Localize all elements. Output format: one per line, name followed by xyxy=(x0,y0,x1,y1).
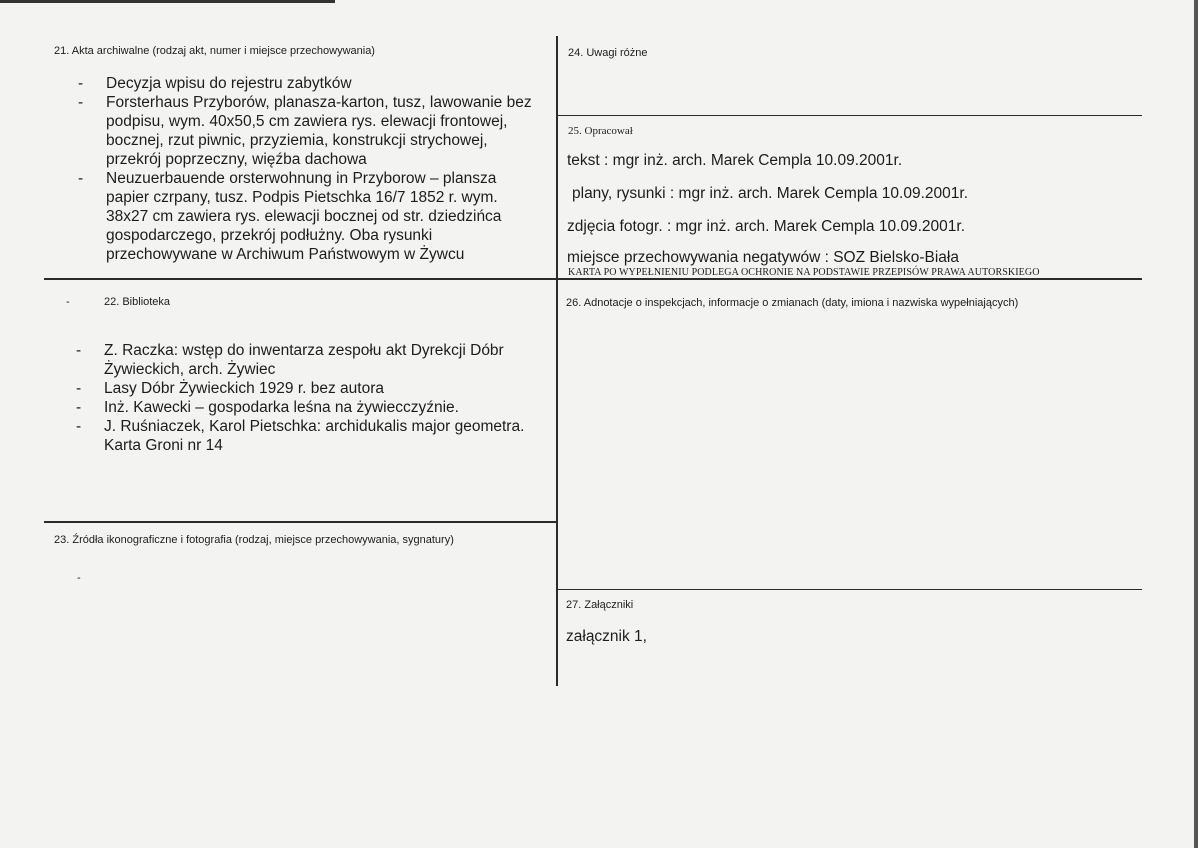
list-item: - Z. Raczka: wstęp do inwentarza zespołu akt Dyrekcji Dóbr Żywieckich, arch. Żywiec xyxy=(76,342,504,378)
section-26-label: 26. Adnotacje o inspekcjach, informacje o zmianach (daty, imiona i nazwiska wypełniających) xyxy=(566,297,1019,309)
section-23-label: 23. Źródła ikonograficzne i fotografia (rodzaj, miejsce przechowywania, sygnatury) xyxy=(54,534,454,546)
section-21-list xyxy=(78,74,536,264)
horizontal-divider-middle xyxy=(44,278,1142,280)
horizontal-divider-left-lower xyxy=(44,521,558,523)
section-21-label: 21. Akta archiwalne (rodzaj akt, numer i miejsce przechowywania) xyxy=(54,45,375,57)
list-item: - Forsterhaus Przyborów, planasza-karton, tusz, lawowanie bez podpisu, wym. 40x50,5 cm zawiera rys. elewacji frontowej, bocznej, rzut piwnic, przyziemia, konstrukcji strychowej, przekrój poprzeczny, więźba dachowa xyxy=(78,94,532,168)
list-item: - Neuzuerbauende orsterwohnung in Przyborow – plansza papier czrpany, tusz. Podpis Pietschka 16/7 1852 r. wym. 38x27 cm zawiera rys. elewacji bocznej od str. dziedzińca gospodarczego, przekrój podłużny. Oba rysunki przechowywane w Archiwum Państwowym w Żywcu xyxy=(78,170,502,263)
list-item: - J. Ruśniaczek, Karol Pietschka: archidukalis major geometra. Karta Groni nr 14 xyxy=(76,418,525,454)
author-photos: zdjęcia fotogr. : mgr inż. arch. Marek Cempla 10.09.2001r. xyxy=(567,218,966,235)
section-23-dash: - xyxy=(77,572,81,584)
author-drawings: plany, rysunki : mgr inż. arch. Marek Cempla 10.09.2001r. xyxy=(572,185,968,202)
section-24-label: 24. Uwagi różne xyxy=(568,47,648,59)
right-edge-shadow xyxy=(1194,0,1198,848)
divider-26-27 xyxy=(558,589,1142,590)
list-item: - Lasy Dóbr Żywieckich 1929 r. bez autora xyxy=(76,380,384,397)
divider-24-25 xyxy=(558,115,1142,116)
section-22-dash: - xyxy=(66,296,70,308)
list-item: - Decyzja wpisu do rejestru zabytków xyxy=(78,75,352,92)
copyright-note: KARTA PO WYPEŁNIENIU PODLEGA OCHRONIE NA PODSTAWIE PRZEPISÓW PRAWA AUTORSKIEGO xyxy=(568,267,1040,278)
section-22-label: 22. Biblioteka xyxy=(104,296,171,308)
section-27-label: 27. Załączniki xyxy=(566,599,634,611)
list-item: - Inż. Kawecki – gospodarka leśna na żywiecczyźnie. xyxy=(76,399,459,416)
section-22-list xyxy=(76,341,536,455)
negatives-location: miejsce przechowywania negatywów : SOZ Bielsko-Biała xyxy=(567,249,959,266)
attachment-value: załącznik 1, xyxy=(566,628,647,645)
author-text: tekst : mgr inż. arch. Marek Cempla 10.09.2001r. xyxy=(567,152,903,169)
section-25-label: 25. Opracował xyxy=(568,125,633,137)
top-border-strip xyxy=(0,0,335,3)
